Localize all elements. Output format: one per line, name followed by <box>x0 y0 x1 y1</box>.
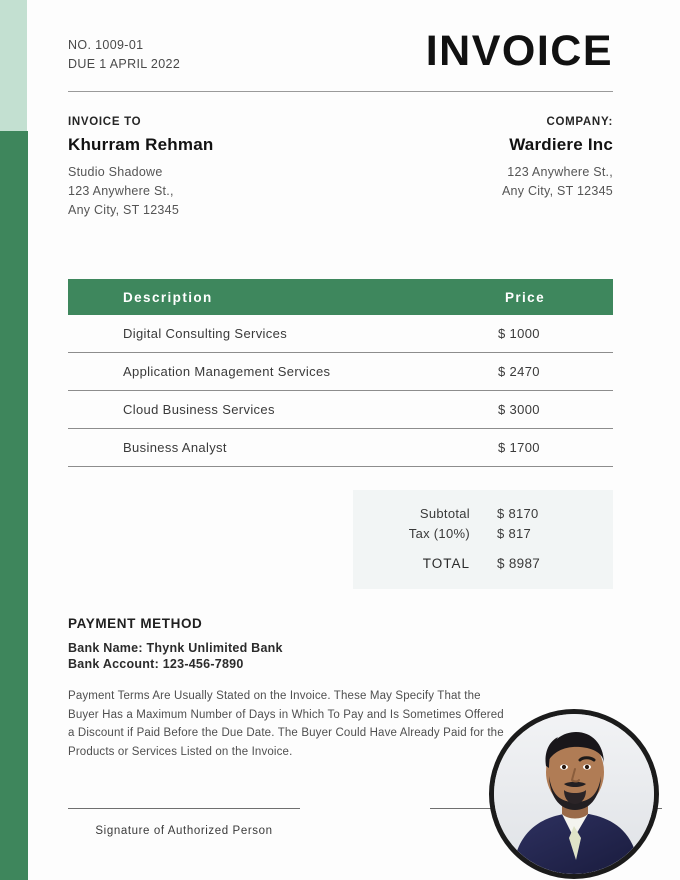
totals-panel <box>353 490 613 589</box>
table-row <box>68 429 613 467</box>
avatar-portrait-illustration <box>494 714 654 874</box>
item-price: $ 3000 <box>498 402 540 417</box>
bill-to-address-line-2: 123 Anywhere St., <box>68 184 174 198</box>
tax-value: $ 817 <box>497 526 532 541</box>
bill-to-label: INVOICE TO <box>68 116 142 128</box>
company-address-line-2: Any City, ST 12345 <box>501 184 613 198</box>
item-price: $ 1700 <box>498 440 540 455</box>
signature-block <box>68 808 300 837</box>
header-divider <box>68 91 613 92</box>
company-name: Wardiere Inc <box>509 135 613 154</box>
grand-total-row <box>353 556 613 571</box>
company-address-line-1: 123 Anywhere St., <box>507 165 613 179</box>
sidebar-accent-green <box>0 131 28 880</box>
bill-to-block <box>68 116 213 220</box>
invoice-due-date: DUE 1 APRIL 2022 <box>68 57 181 72</box>
parties-section <box>68 116 613 220</box>
items-table-header <box>68 279 613 315</box>
sidebar-accent-mint <box>0 0 27 131</box>
signature-line <box>68 808 300 809</box>
subtotal-row <box>353 506 613 521</box>
invoice-meta <box>68 30 180 75</box>
signature-caption: Signature of Authorized Person <box>95 825 273 837</box>
item-description: Cloud Business Services <box>123 402 275 417</box>
table-row <box>68 353 613 391</box>
payment-method-title: PAYMENT METHOD <box>68 616 203 631</box>
bill-to-address-line-3: Any City, ST 12345 <box>68 203 180 217</box>
bank-name: Bank Name: Thynk Unlimited Bank <box>68 641 283 655</box>
subtotal-label: Subtotal <box>419 506 470 521</box>
column-header-price: Price <box>504 289 545 305</box>
table-row <box>68 315 613 353</box>
item-description: Application Management Services <box>123 364 331 379</box>
tax-label: Tax (10%) <box>408 526 470 541</box>
company-block <box>502 116 613 220</box>
invoice-number: NO. 1009-01 <box>68 38 144 52</box>
bill-to-address-line-1: Studio Shadowe <box>68 165 163 179</box>
company-label: COMPANY: <box>546 116 613 128</box>
items-table <box>68 279 613 467</box>
authorized-person-avatar <box>489 709 659 879</box>
invoice-header <box>68 27 613 75</box>
subtotal-value: $ 8170 <box>497 506 539 521</box>
column-header-description: Description <box>123 289 213 305</box>
item-price: $ 2470 <box>498 364 540 379</box>
item-price: $ 1000 <box>498 326 540 341</box>
tax-row <box>353 526 613 541</box>
item-description: Digital Consulting Services <box>123 326 288 341</box>
bank-account: Bank Account: 123-456-7890 <box>68 657 244 672</box>
grand-total-value: $ 8987 <box>497 556 541 571</box>
payment-terms-text: Payment Terms Are Usually Stated on the Invoice. These May Specify That the Buyer Has a Maximum Number of Days in Which To Pay and Is Sometimes Offered a Discount if Paid Before the Due Date. The Buyer Could Have Already Paid for the Products or Services Listed on the Invoice. <box>68 690 504 758</box>
table-row <box>68 391 613 429</box>
bill-to-name: Khurram Rehman <box>68 135 214 154</box>
page-title: INVOICE <box>425 27 613 75</box>
grand-total-label: TOTAL <box>422 556 470 571</box>
payment-method-section <box>68 616 528 673</box>
item-description: Business Analyst <box>123 440 227 455</box>
